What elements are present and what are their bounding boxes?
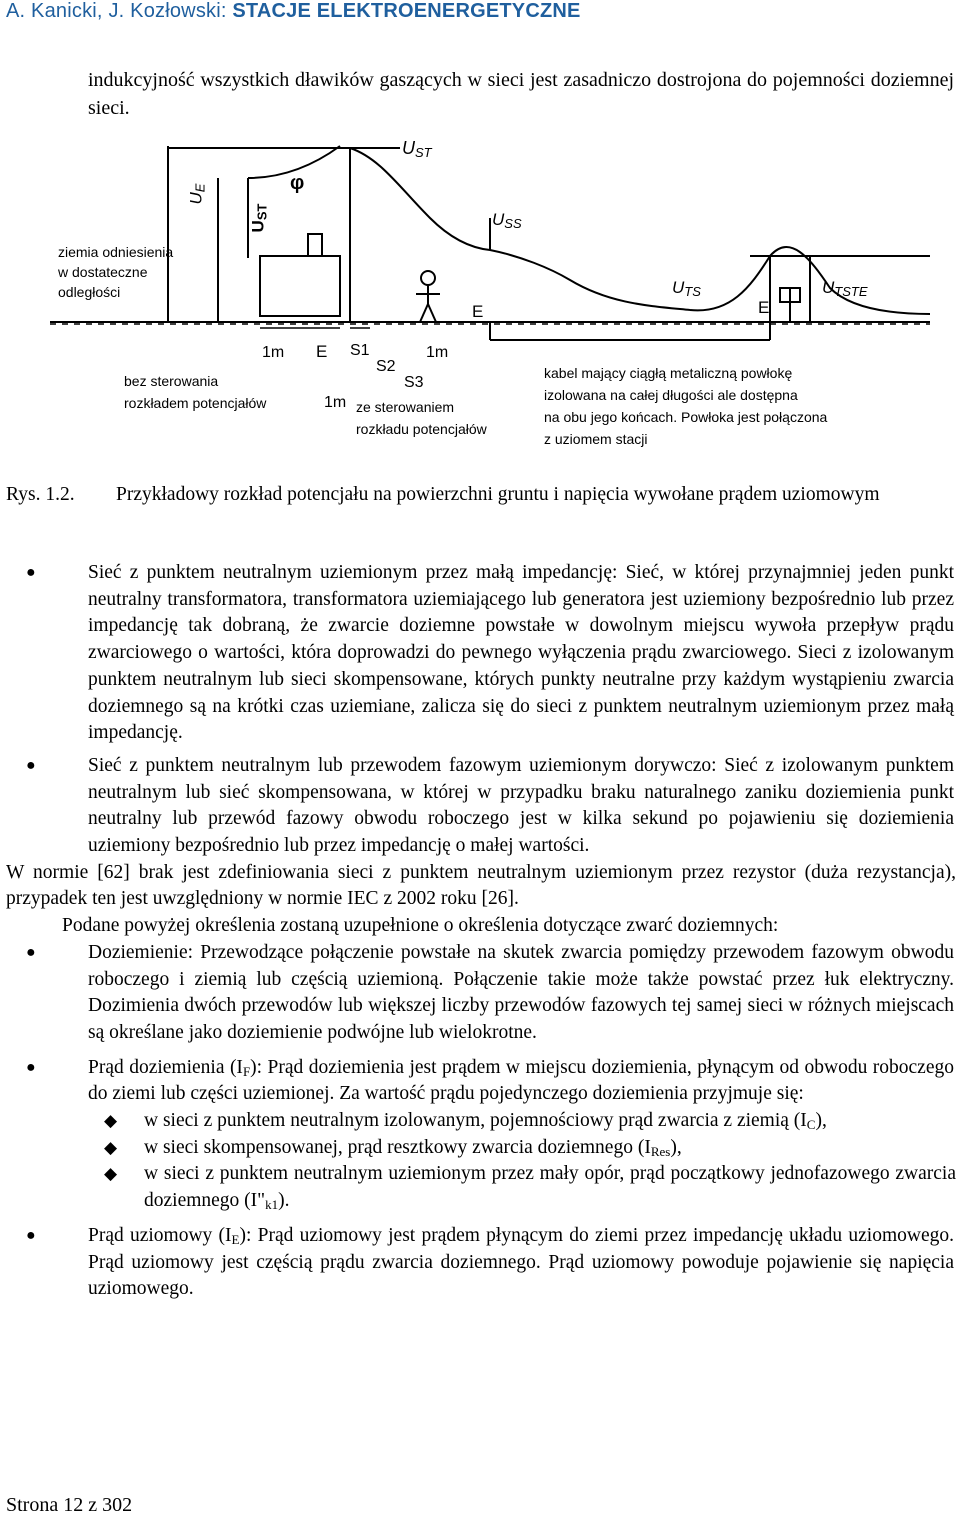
list-item — [26, 1055, 954, 1108]
list-item — [26, 560, 954, 747]
sub-list-item-text: w sieci skompensowanej, prąd resztkowy zwarcia doziemnego $(I_{Res})$, — [144, 1136, 682, 1159]
label-ust: $U_{ST}$ — [402, 138, 432, 160]
page-footer: Strona 12 z 302 — [6, 1494, 133, 1516]
diamond-bullet-icon: ◆ — [104, 1111, 118, 1131]
label-e-station: E — [316, 342, 328, 361]
label-e-right: E — [758, 298, 770, 317]
label-uss: $U_{SS}$ — [492, 210, 522, 231]
label-ust-vertical: $U_{ST}$ — [248, 203, 270, 233]
list-item-text: Prąd uziomowy $(I_E)$: Prąd uziomowy jest prądem płynącym do ziemi przez impedancję układu uziomowego. Prąd uziomowy jest częścią prądu zwarcia doziemnego. Prąd uziomowy powoduje pojawienie się napięcia uziomowego. — [88, 1224, 954, 1300]
bullet-icon: ● — [26, 943, 36, 961]
paragraph-norm: W normie [62] brak jest zdefiniowania sieci z punktem neutralnym uziemionym przez rezystor (duża rezystancja), przypadek ten jest uwzględniony w normie IEC z 2002 roku [26]. — [6, 861, 956, 910]
sub-list-item — [104, 1161, 956, 1214]
note-without-control: bez sterowania rozkładem potencjałów — [124, 373, 267, 411]
list-item-text: Prąd doziemienia $(I_F)$: Prąd doziemienia jest prądem w miejscu doziemienia, płynącym od obwodu roboczego do ziemi lub części uziemionej. Za wartość prądu pojedynczego doziemienia przyjmuje się: — [88, 1056, 954, 1105]
note-cable: kabel mający ciągłą metaliczną powłokę izolowana na całej długości ale dostępna na obu jego końcach. Powłoka jest połączona z uziomem stacji — [544, 365, 828, 447]
list-item-text: Doziemienie: Przewodzące połączenie powstałe na skutek zwarcia pomiędzy przewodem fazowym obwodu roboczego i ziemią lub częścią uziemioną. Połączenie takie może także powstać przez łuk elektryczny. Dozimienia dwóch przewodów lub większej liczby przewodów fazowych tej samej sieci w różnych miejscach są określane jako doziemienie podwójne lub wielokrotne. — [88, 941, 954, 1043]
diamond-bullet-icon: ◆ — [104, 1137, 118, 1157]
figure-potential-distribution — [50, 138, 930, 450]
label-s3: S3 — [404, 374, 424, 391]
list-item — [26, 940, 954, 1047]
list-item — [26, 1223, 954, 1303]
bullet-icon: ● — [26, 756, 36, 774]
note-reference-earth: ziemia odniesienia w dostateczne odległości — [58, 244, 174, 300]
page-header — [6, 0, 581, 23]
label-e-cable: E — [472, 302, 484, 321]
caption-number: Rys. 1.2. — [6, 484, 75, 505]
header-authors: A. Kanicki, J. Kozłowski: — [6, 0, 227, 22]
header-title: STACJE ELEKTROENERGETYCZNE — [232, 0, 581, 22]
label-uts: $U_{TS}$ — [672, 278, 701, 299]
label-ue: $U_E$ — [186, 183, 208, 205]
bullet-icon: ● — [26, 1058, 36, 1076]
caption-text: Przykładowy rozkład potencjału na powierzchni gruntu i napięcia wywołane prądem uziomowym — [116, 484, 880, 505]
note-with-control: ze sterowaniem rozkładu potencjałów — [356, 399, 487, 437]
diamond-bullet-icon: ◆ — [104, 1164, 118, 1184]
label-s1: S1 — [350, 342, 370, 359]
label-1m-b: 1m — [426, 344, 449, 361]
label-1m-c: 1m — [324, 394, 347, 411]
list-item-text: Sieć z punktem neutralnym uziemionym przez małą impedancję: Sieć, w której przynajmniej jeden punkt neutralny transformatora, transformatora uziemiającego lub generatora jest uziemiony bezpośrednio lub przez impedancję tak dobraną, że zwarcie doziemne powstałe w dowolnym miejscu wywoła przepływ prądu zwarciowego o wartości, która doprowadzi do pewnego wyłączenia prądu zwarciowego. Sieci z izolowanym punktem neutralnym lub sieci skompensowane, których punkty neutralne przy każdym wystąpieniu zwarcia doziemnego są na krótki czas uziemiane, zalicza się do sieci z punktem neutralnym uziemionym przez małą impedancję. — [88, 562, 954, 744]
label-s2: S2 — [376, 358, 396, 375]
sub-list-item-text: w sieci z punktem neutralnym uziemionym przez mały opór, prąd początkowy jednofazowego zwarcia doziemnego $(I"_{k1})$. — [144, 1163, 956, 1213]
sub-list-item — [104, 1135, 956, 1162]
label-utste: $U_{TSTE}$ — [822, 278, 868, 299]
list-item — [26, 753, 954, 860]
label-phi: φ — [290, 172, 305, 194]
bullet-icon: ● — [26, 564, 36, 581]
intro-paragraph: indukcyjność wszystkich dławików gaszących w sieci jest zasadniczo dostrojona do pojemności doziemnej sieci. — [88, 69, 954, 119]
main-content — [0, 560, 960, 1303]
bullet-icon: ● — [26, 1226, 36, 1244]
sub-list-item — [104, 1108, 956, 1135]
list-item-text: Sieć z punktem neutralnym lub przewodem fazowym uziemionym dorywczo: Sieć z izolowanym punktem neutralnym lub sieć skompensowana, w której w przypadku braku naturalnego zaniku doziemienia punkt neutralny lub przewód fazowy obwodu roboczego jest w kilka sekund po pojawieniu się doziemienia uziemiony bezpośrednio lub przez impedancję o małej wartości. — [88, 754, 954, 857]
sub-list-item-text: w sieci z punktem neutralnym izolowanym, pojemnościowy prąd zwarcia z ziemią $(I_C)$, — [144, 1110, 827, 1133]
paragraph-intro-definitions: Podane powyżej określenia zostaną uzupełnione o określenia dotyczące zwarć doziemnych: — [62, 915, 779, 937]
label-1m-a: 1m — [262, 344, 285, 361]
